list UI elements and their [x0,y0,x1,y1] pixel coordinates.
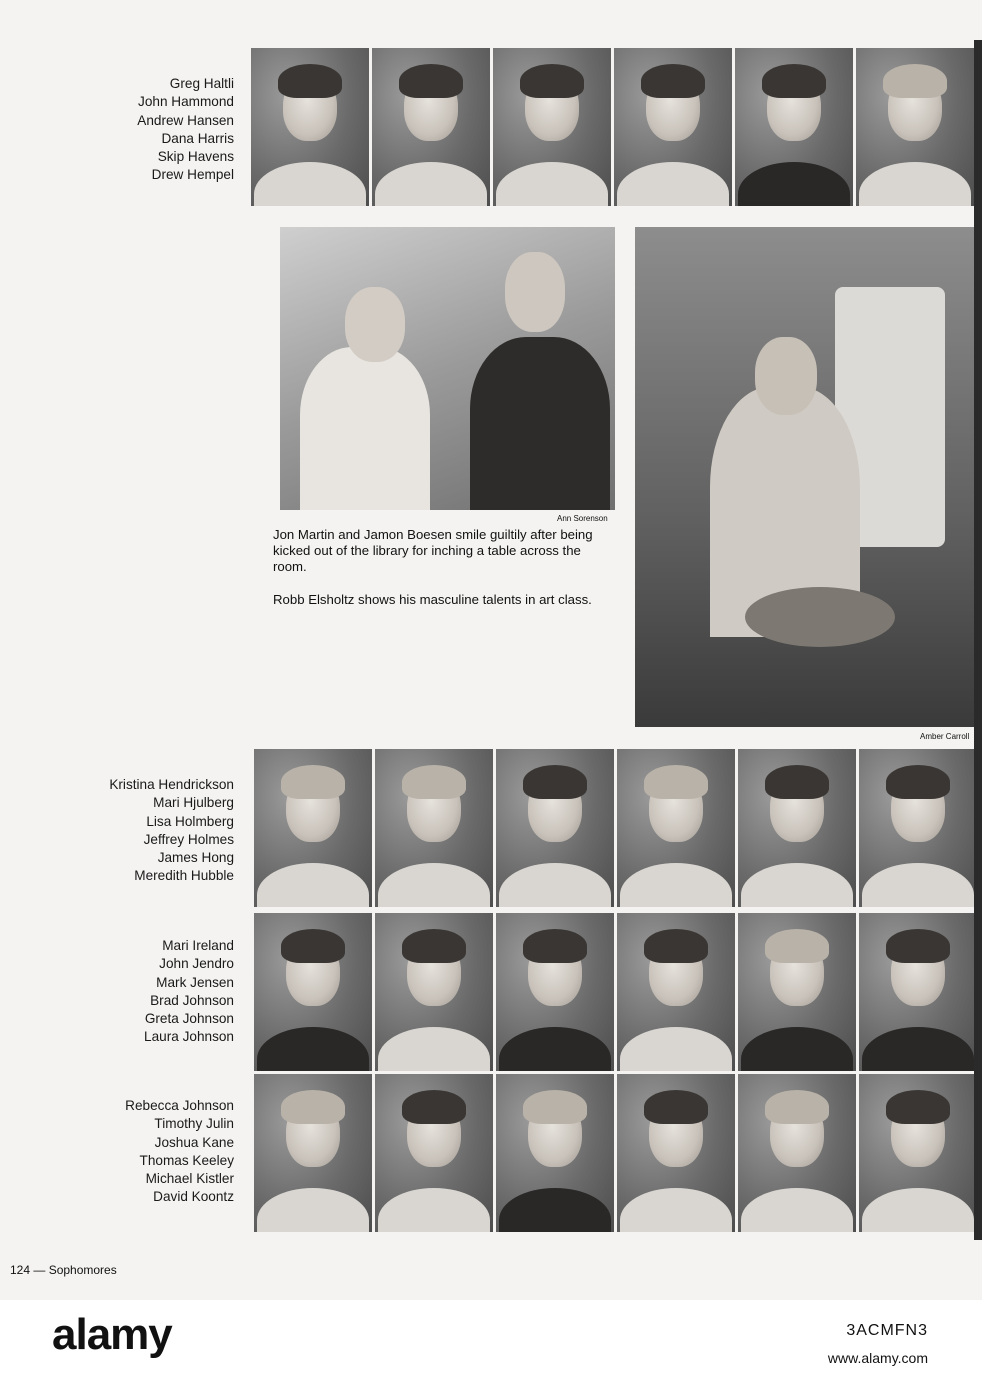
student-name: Mari Hjulberg [153,795,234,811]
portrait [735,48,853,206]
portrait [856,48,974,206]
candid-photo-art-class [635,227,975,727]
photo-credit: Amber Carroll [920,732,970,741]
portrait [859,749,977,907]
student-name: Meredith Hubble [134,868,234,884]
portrait [254,913,372,1071]
portrait [254,749,372,907]
portrait [617,913,735,1071]
portrait [254,1074,372,1232]
student-name: Andrew Hansen [137,112,234,128]
portrait [496,913,614,1071]
student-name: John Hammond [138,94,234,110]
student-name: Mari Ireland [162,938,234,953]
portrait [493,48,611,206]
portrait-row-4 [254,1074,977,1232]
student-name: Thomas Keeley [139,1152,234,1168]
portrait [375,749,493,907]
student-name: Lisa Holmberg [146,813,234,829]
names-group-4 [125,1097,234,1207]
portrait-row-3 [254,913,977,1071]
student-name: Jeffrey Holmes [143,831,234,847]
student-name: Drew Hempel [151,167,234,183]
student-name: David Koontz [153,1189,234,1205]
portrait [496,1074,614,1232]
student-name: Mark Jensen [156,974,234,990]
caption-library: Jon Martin and Jamon Boesen smile guiltily after being kicked out of the library for inching a table across the room. [273,527,593,575]
portrait [617,749,735,907]
names-group-2 [109,776,234,886]
portrait [251,48,369,206]
photo-captions [273,527,613,624]
portrait [372,48,490,206]
portrait [375,1074,493,1232]
student-name: Timothy Julin [154,1116,234,1132]
student-name: Michael Kistler [145,1171,234,1187]
student-name: Dana Harris [161,130,234,146]
portrait-row-2 [254,749,977,907]
watermark-url: www.alamy.com [827,1350,928,1366]
student-name: John Jendro [159,956,234,972]
page-folio: 124 — Sophomores [10,1263,117,1277]
portrait-row-1 [251,48,974,206]
student-name: Brad Johnson [150,992,234,1008]
page-spine-edge [974,40,982,1240]
portrait [375,913,493,1071]
portrait [496,749,614,907]
student-name: Rebecca Johnson [125,1098,234,1113]
portrait [617,1074,735,1232]
names-group-3 [144,937,234,1047]
student-name: Kristina Hendrickson [109,777,234,792]
names-group-1 [137,75,234,185]
candid-photo-library [280,227,615,510]
student-name: Greg Haltli [169,76,234,91]
photo-credit: Ann Sorenson [557,514,608,523]
caption-art-class: Robb Elsholtz shows his masculine talents in art class. [273,591,592,607]
student-name: Joshua Kane [154,1134,234,1150]
portrait [738,749,856,907]
student-name: Laura Johnson [144,1029,234,1045]
portrait [614,48,732,206]
portrait [859,1074,977,1232]
portrait [738,913,856,1071]
portrait [859,913,977,1071]
watermark-logo: alamy [52,1310,172,1359]
student-name: Skip Havens [157,149,234,165]
student-name: Greta Johnson [144,1011,234,1027]
watermark-image-id: 3ACMFN3 [846,1322,928,1339]
student-name: James Hong [157,850,234,866]
portrait [738,1074,856,1232]
